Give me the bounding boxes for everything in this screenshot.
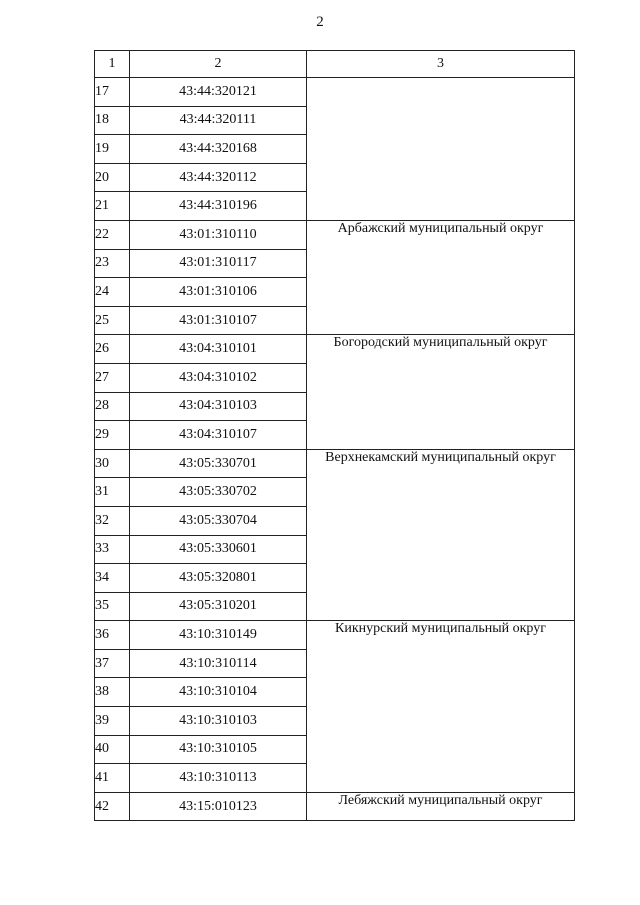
table-body (95, 78, 575, 821)
district-cell: Кикнурский муниципальный округ (307, 621, 575, 793)
cadastral-code-cell: 43:01:310117 (130, 249, 307, 278)
cadastral-code-cell: 43:10:310103 (130, 707, 307, 736)
row-number-cell: 36 (95, 621, 130, 650)
row-number-cell: 31 (95, 478, 130, 507)
cadastral-code-cell: 43:05:330601 (130, 535, 307, 564)
row-number-cell: 24 (95, 278, 130, 307)
table-row (95, 335, 575, 364)
row-number-cell: 27 (95, 363, 130, 392)
row-number-cell: 20 (95, 163, 130, 192)
table-row (95, 792, 575, 821)
cadastral-code-cell: 43:44:320121 (130, 78, 307, 107)
cadastral-code-cell: 43:05:330702 (130, 478, 307, 507)
cadastral-code-cell: 43:01:310110 (130, 220, 307, 249)
column-header-district: 3 (307, 51, 575, 78)
column-header-code: 2 (130, 51, 307, 78)
cadastral-code-cell: 43:01:310106 (130, 278, 307, 307)
cadastral-code-cell: 43:44:320111 (130, 106, 307, 135)
cadastral-code-cell: 43:10:310114 (130, 649, 307, 678)
cadastral-code-cell: 43:04:310102 (130, 363, 307, 392)
row-number-cell: 32 (95, 506, 130, 535)
cadastral-code-cell: 43:44:320168 (130, 135, 307, 164)
row-number-cell: 28 (95, 392, 130, 421)
cadastral-code-cell: 43:01:310107 (130, 306, 307, 335)
header-row (95, 51, 575, 78)
row-number-cell: 39 (95, 707, 130, 736)
cadastral-code-cell: 43:15:010123 (130, 792, 307, 821)
cadastral-code-cell: 43:05:330701 (130, 449, 307, 478)
page-number: 2 (316, 14, 324, 30)
district-cell: Арбажский муниципальный округ (307, 220, 575, 334)
row-number-cell: 26 (95, 335, 130, 364)
cadastral-code-cell: 43:04:310101 (130, 335, 307, 364)
row-number-cell: 37 (95, 649, 130, 678)
row-number-cell: 18 (95, 106, 130, 135)
row-number-cell: 40 (95, 735, 130, 764)
row-number-cell: 33 (95, 535, 130, 564)
row-number-cell: 25 (95, 306, 130, 335)
district-cell: Верхнекамский муниципальный округ (307, 449, 575, 621)
table-row (95, 449, 575, 478)
cadastral-code-cell: 43:04:310103 (130, 392, 307, 421)
column-header-number: 1 (95, 51, 130, 78)
row-number-cell: 42 (95, 792, 130, 821)
row-number-cell: 41 (95, 764, 130, 793)
table-row (95, 220, 575, 249)
row-number-cell: 22 (95, 220, 130, 249)
cadastral-code-cell: 43:04:310107 (130, 421, 307, 450)
cadastral-code-cell: 43:44:320112 (130, 163, 307, 192)
cadastral-code-cell: 43:05:330704 (130, 506, 307, 535)
district-cell (307, 78, 575, 221)
cadastral-code-cell: 43:05:310201 (130, 592, 307, 621)
district-cell: Лебяжский муниципальный округ (307, 792, 575, 821)
table-row (95, 621, 575, 650)
row-number-cell: 29 (95, 421, 130, 450)
cadastral-code-cell: 43:10:310105 (130, 735, 307, 764)
table-row (95, 78, 575, 107)
row-number-cell: 34 (95, 564, 130, 593)
cadastral-district-table (94, 50, 575, 821)
row-number-cell: 35 (95, 592, 130, 621)
cadastral-code-cell: 43:44:310196 (130, 192, 307, 221)
row-number-cell: 19 (95, 135, 130, 164)
row-number-cell: 23 (95, 249, 130, 278)
district-cell: Богородский муниципальный округ (307, 335, 575, 449)
row-number-cell: 21 (95, 192, 130, 221)
cadastral-code-cell: 43:05:320801 (130, 564, 307, 593)
row-number-cell: 38 (95, 678, 130, 707)
row-number-cell: 17 (95, 78, 130, 107)
row-number-cell: 30 (95, 449, 130, 478)
cadastral-code-cell: 43:10:310149 (130, 621, 307, 650)
cadastral-code-cell: 43:10:310113 (130, 764, 307, 793)
cadastral-code-cell: 43:10:310104 (130, 678, 307, 707)
